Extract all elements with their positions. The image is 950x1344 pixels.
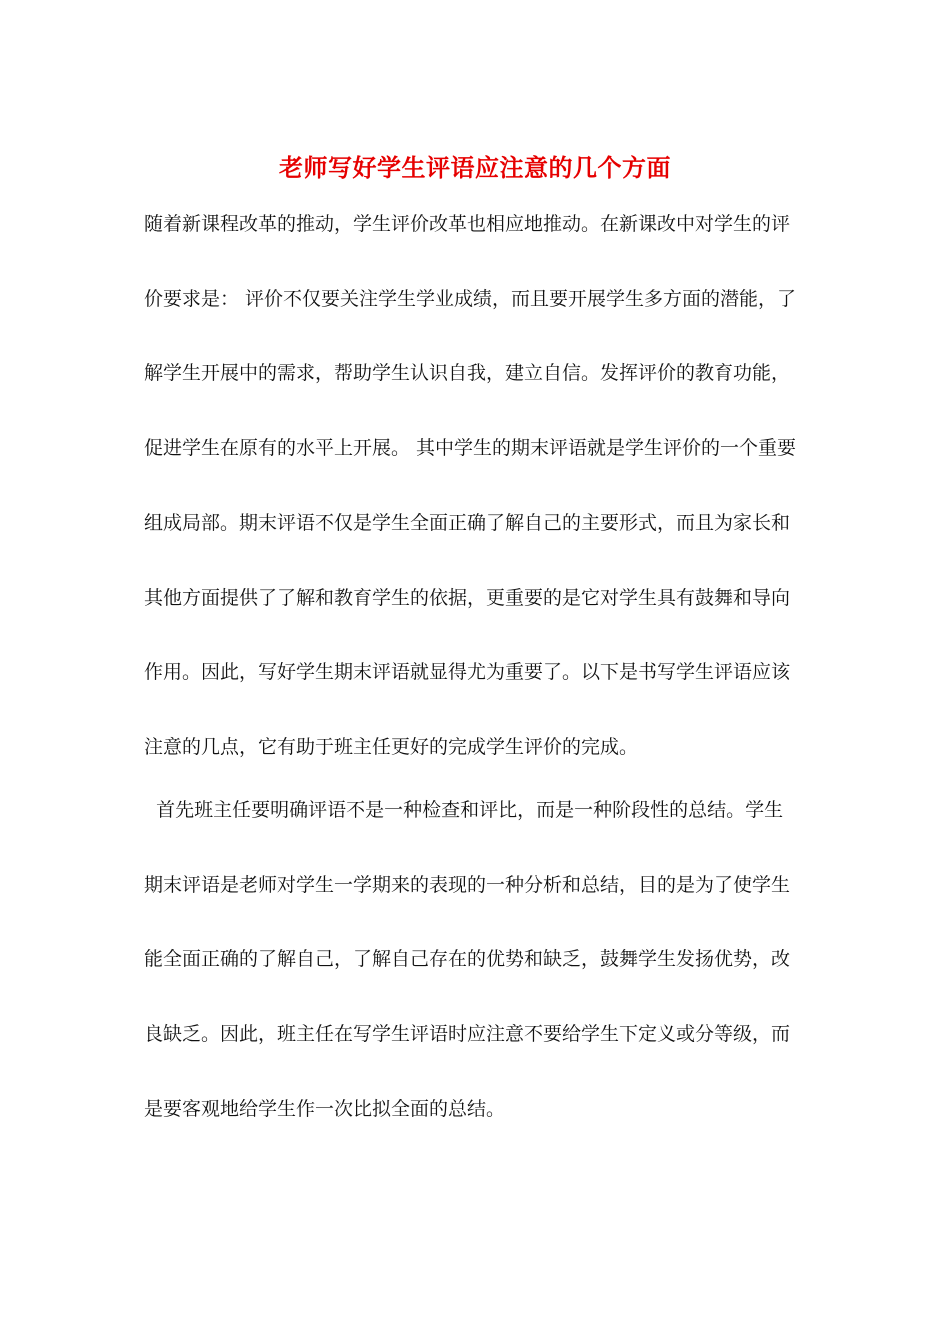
paragraph-line: 首先班主任要明确评语不是一种检查和评比，而是一种阶段性的总结。学生 <box>144 799 784 821</box>
paragraph-line: 随着新课程改革的推动，学生评价改革也相应地推动。在新课改中对学生的评 <box>144 213 791 235</box>
document-title: 老师写好学生评语应注意的几个方面 <box>279 153 671 182</box>
paragraph-line: 良缺乏。因此，班主任在写学生评语时应注意不要给学生下定义或分等级，而 <box>144 1023 791 1045</box>
paragraph-line: 作用。因此，写好学生期末评语就显得尤为重要了。以下是书写学生评语应该 <box>144 661 791 683</box>
paragraph-line: 组成局部。期末评语不仅是学生全面正确了解自己的主要形式，而且为家长和 <box>144 512 791 534</box>
paragraph-line: 促进学生在原有的水平上开展。 其中学生的期末评语就是学生评价的一个重要 <box>144 437 797 459</box>
paragraph-line: 其他方面提供了了解和教育学生的依据，更重要的是它对学生具有鼓舞和导向 <box>144 587 791 609</box>
paragraph-line: 价要求是： 评价不仅要关注学生学业成绩，而且要开展学生多方面的潜能，了 <box>144 288 797 310</box>
paragraph-line: 解学生开展中的需求，帮助学生认识自我，建立自信。发挥评价的教育功能， <box>144 362 791 384</box>
paragraph-line: 注意的几点，它有助于班主任更好的完成学生评价的完成。 <box>144 736 639 758</box>
paragraph-line: 是要客观地给学生作一次比拟全面的总结。 <box>144 1098 506 1120</box>
paragraph-line: 能全面正确的了解自己，了解自己存在的优势和缺乏，鼓舞学生发扬优势，改 <box>144 948 791 970</box>
paragraph-line: 期末评语是老师对学生一学期来的表现的一种分析和总结，目的是为了使学生 <box>144 874 791 896</box>
